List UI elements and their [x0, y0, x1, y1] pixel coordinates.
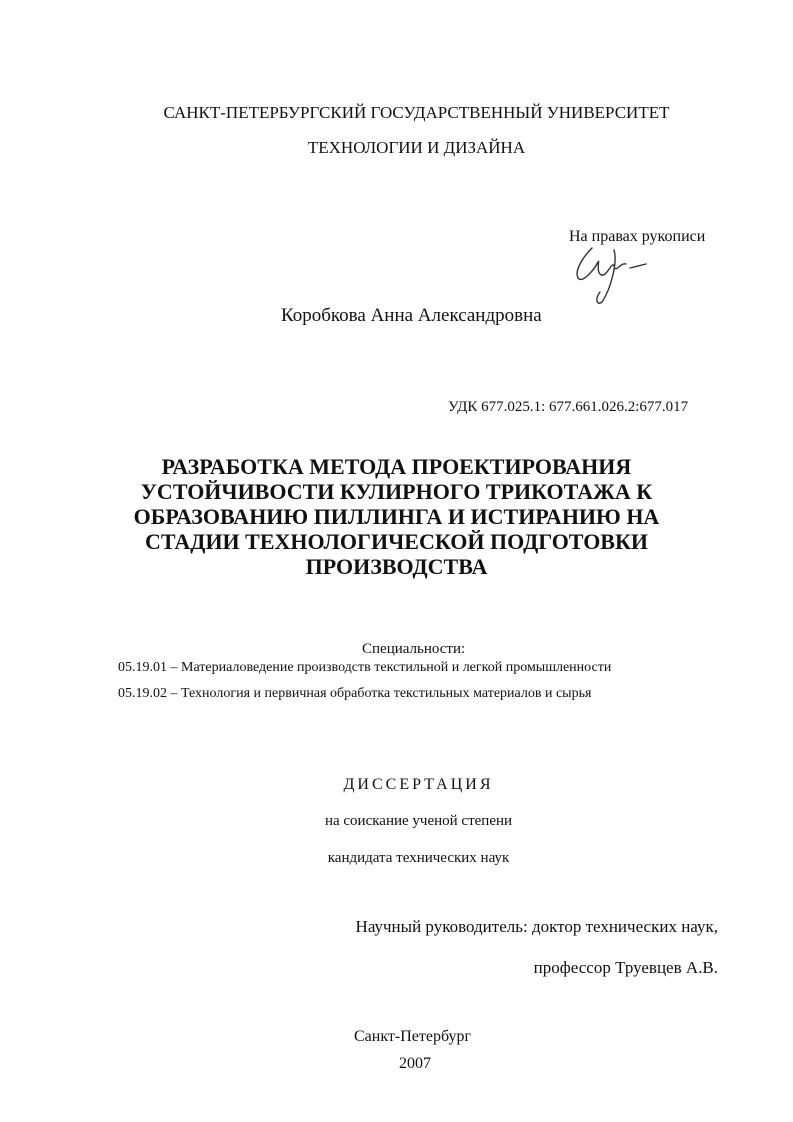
manuscript-note: На правах рукописи [569, 228, 706, 245]
title-line: ПРОИЗВОДСТВА [305, 554, 488, 579]
author-signature [560, 240, 670, 310]
author-name: Коробкова Анна Александровна [281, 305, 542, 326]
title-line: УСТОЙЧИВОСТИ КУЛИРНОГО ТРИКОТАЖА К [140, 479, 653, 504]
university-name-line1: САНКТ-ПЕТЕРБУРГСКИЙ ГОСУДАРСТВЕННЫЙ УНИВЕРСИТЕТ [163, 103, 670, 122]
specialty-item: 05.19.02 – Технология и первичная обработка текстильных материалов и сырья [118, 686, 592, 701]
city: Санкт-Петербург [354, 1028, 472, 1045]
title-line: РАЗРАБОТКА МЕТОДА ПРОЕКТИРОВАНИЯ [161, 454, 632, 479]
year: 2007 [399, 1055, 431, 1072]
title-line: ОБРАЗОВАНИЮ ПИЛЛИНГА И ИСТИРАНИЮ НА [133, 504, 660, 529]
udc-code: УДК 677.025.1: 677.661.026.2:677.017 [448, 399, 689, 415]
advisor-name: профессор Труевцев А.В. [533, 958, 718, 977]
specialty-item: 05.19.01 – Материаловедение производств текстильной и легкой промышленности [118, 660, 612, 675]
degree-line1: на соискание ученой степени [324, 813, 513, 829]
university-name-line2: ТЕХНОЛОГИИ И ДИЗАЙНА [307, 138, 526, 157]
degree-line2: кандидата технических наук [327, 850, 510, 866]
dissertation-label: ДИССЕРТАЦИЯ [343, 776, 494, 793]
title-line: СТАДИИ ТЕХНОЛОГИЧЕСКОЙ ПОДГОТОВКИ [144, 529, 649, 554]
advisor-title: Научный руководитель: доктор технических наук, [355, 917, 718, 936]
specialties-label: Специальности: [362, 641, 466, 657]
